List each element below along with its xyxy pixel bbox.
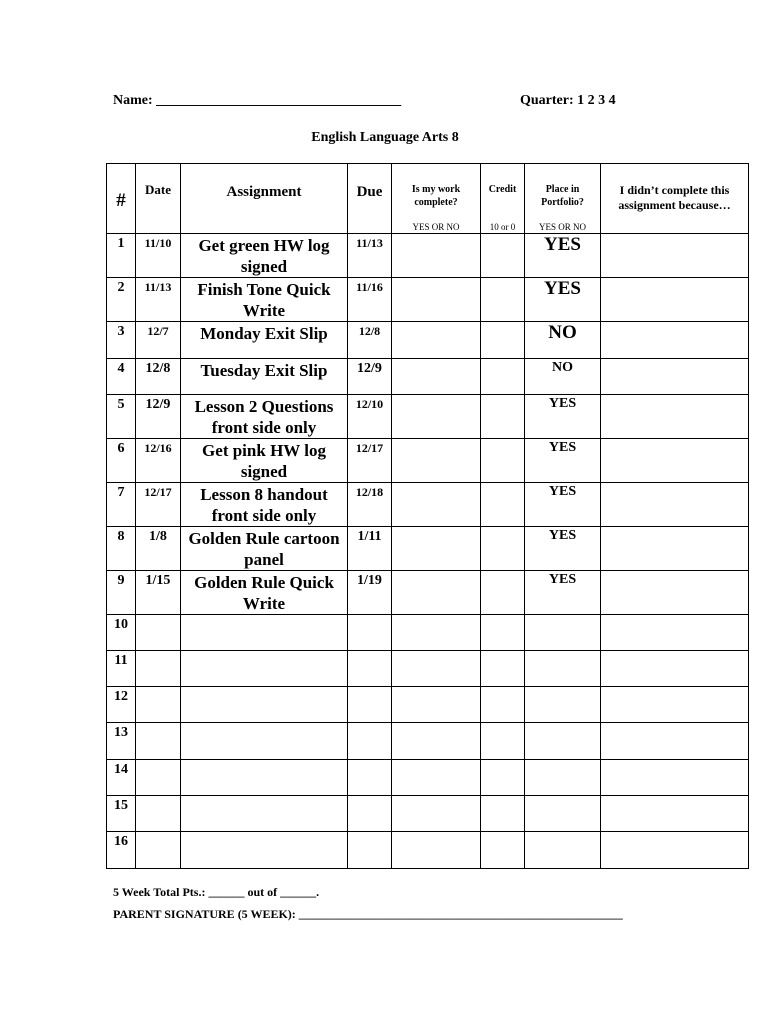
row-number: 1 bbox=[107, 234, 136, 278]
date-cell bbox=[136, 615, 181, 651]
reason-cell bbox=[601, 322, 749, 359]
table-row bbox=[107, 527, 749, 571]
reason-cell bbox=[601, 651, 749, 687]
table-row bbox=[107, 796, 749, 832]
complete-cell bbox=[392, 439, 481, 483]
portfolio-cell bbox=[525, 723, 601, 760]
row-number: 16 bbox=[107, 832, 136, 869]
credit-cell bbox=[481, 760, 525, 796]
complete-cell bbox=[392, 651, 481, 687]
table-row bbox=[107, 359, 749, 395]
row-number: 15 bbox=[107, 796, 136, 832]
assignment-cell bbox=[181, 615, 348, 651]
due-cell: 12/18 bbox=[348, 483, 392, 527]
table-row bbox=[107, 439, 749, 483]
date-cell: 12/8 bbox=[136, 359, 181, 395]
total-points-line: 5 Week Total Pts.: ______ out of ______. bbox=[113, 885, 320, 899]
reason-cell bbox=[601, 723, 749, 760]
complete-cell bbox=[392, 796, 481, 832]
row-number: 3 bbox=[107, 322, 136, 359]
portfolio-cell: NO bbox=[525, 322, 601, 359]
row-number: 13 bbox=[107, 723, 136, 760]
col-header-credit bbox=[481, 164, 525, 234]
credit-cell bbox=[481, 651, 525, 687]
reason-cell bbox=[601, 832, 749, 869]
table-row bbox=[107, 687, 749, 723]
complete-cell bbox=[392, 322, 481, 359]
parent-signature-line: PARENT SIGNATURE (5 WEEK): ______________________________________________________ bbox=[113, 907, 623, 921]
reason-cell bbox=[601, 359, 749, 395]
assignment-cell: Lesson 8 handout front side only bbox=[181, 483, 348, 527]
portfolio-cell: YES bbox=[525, 395, 601, 439]
row-number: 11 bbox=[107, 651, 136, 687]
reason-cell bbox=[601, 527, 749, 571]
table-row bbox=[107, 395, 749, 439]
date-cell bbox=[136, 651, 181, 687]
complete-cell bbox=[392, 687, 481, 723]
table-row bbox=[107, 278, 749, 322]
portfolio-cell: YES bbox=[525, 439, 601, 483]
assignment-cell: Golden Rule Quick Write bbox=[181, 571, 348, 615]
row-number: 14 bbox=[107, 760, 136, 796]
assignment-cell bbox=[181, 687, 348, 723]
assignment-cell: Get pink HW log signed bbox=[181, 439, 348, 483]
complete-cell bbox=[392, 760, 481, 796]
assignment-log-table bbox=[106, 163, 749, 869]
assignment-cell bbox=[181, 832, 348, 869]
portfolio-cell bbox=[525, 651, 601, 687]
col-header-portfolio-sub: YES OR NO bbox=[538, 222, 586, 232]
due-cell: 12/8 bbox=[348, 322, 392, 359]
row-number: 9 bbox=[107, 571, 136, 615]
table-row bbox=[107, 322, 749, 359]
credit-cell bbox=[481, 483, 525, 527]
reason-cell bbox=[601, 234, 749, 278]
due-cell bbox=[348, 832, 392, 869]
row-number: 5 bbox=[107, 395, 136, 439]
reason-cell bbox=[601, 483, 749, 527]
complete-cell bbox=[392, 395, 481, 439]
due-cell bbox=[348, 723, 392, 760]
col-header-complete-label: Is my work complete? bbox=[411, 184, 461, 208]
date-cell bbox=[136, 832, 181, 869]
row-number: 2 bbox=[107, 278, 136, 322]
page-title: English Language Arts 8 bbox=[311, 130, 459, 145]
complete-cell bbox=[392, 234, 481, 278]
due-cell: 12/9 bbox=[348, 359, 392, 395]
quarter-label: Quarter: 1 2 3 4 bbox=[520, 93, 616, 108]
col-header-date: Date bbox=[136, 164, 181, 234]
assignment-cell bbox=[181, 723, 348, 760]
date-cell: 11/13 bbox=[136, 278, 181, 322]
due-cell bbox=[348, 760, 392, 796]
reason-cell bbox=[601, 760, 749, 796]
reason-cell bbox=[601, 687, 749, 723]
date-cell bbox=[136, 796, 181, 832]
assignment-cell bbox=[181, 760, 348, 796]
credit-cell bbox=[481, 359, 525, 395]
portfolio-cell: YES bbox=[525, 234, 601, 278]
credit-cell bbox=[481, 615, 525, 651]
portfolio-cell: YES bbox=[525, 527, 601, 571]
date-cell: 12/7 bbox=[136, 322, 181, 359]
reason-cell bbox=[601, 615, 749, 651]
portfolio-cell: YES bbox=[525, 483, 601, 527]
col-header-credit-sub: 10 or 0 bbox=[489, 222, 516, 232]
col-header-complete bbox=[392, 164, 481, 234]
row-number: 4 bbox=[107, 359, 136, 395]
complete-cell bbox=[392, 527, 481, 571]
col-header-portfolio bbox=[525, 164, 601, 234]
credit-cell bbox=[481, 234, 525, 278]
assignment-cell: Tuesday Exit Slip bbox=[181, 359, 348, 395]
portfolio-cell: YES bbox=[525, 278, 601, 322]
table-row bbox=[107, 571, 749, 615]
complete-cell bbox=[392, 832, 481, 869]
due-cell: 12/17 bbox=[348, 439, 392, 483]
credit-cell bbox=[481, 439, 525, 483]
due-cell: 11/16 bbox=[348, 278, 392, 322]
reason-cell bbox=[601, 278, 749, 322]
credit-cell bbox=[481, 687, 525, 723]
due-cell bbox=[348, 796, 392, 832]
date-cell bbox=[136, 687, 181, 723]
date-cell: 12/9 bbox=[136, 395, 181, 439]
due-cell bbox=[348, 615, 392, 651]
table-row bbox=[107, 651, 749, 687]
name-field-label: Name: ___________________________________ bbox=[113, 93, 402, 108]
table-row bbox=[107, 832, 749, 869]
credit-cell bbox=[481, 796, 525, 832]
col-header-assignment: Assignment bbox=[181, 164, 348, 234]
row-number: 10 bbox=[107, 615, 136, 651]
due-cell bbox=[348, 651, 392, 687]
due-cell bbox=[348, 687, 392, 723]
due-cell: 1/19 bbox=[348, 571, 392, 615]
due-cell: 12/10 bbox=[348, 395, 392, 439]
col-header-reason: I didn’t complete this assignment because… bbox=[601, 164, 749, 234]
reason-cell bbox=[601, 395, 749, 439]
table-row bbox=[107, 723, 749, 760]
assignment-cell bbox=[181, 651, 348, 687]
credit-cell bbox=[481, 571, 525, 615]
date-cell: 12/16 bbox=[136, 439, 181, 483]
assignment-cell: Golden Rule cartoon panel bbox=[181, 527, 348, 571]
due-cell: 1/11 bbox=[348, 527, 392, 571]
assignment-cell: Get green HW log signed bbox=[181, 234, 348, 278]
portfolio-cell: YES bbox=[525, 571, 601, 615]
complete-cell bbox=[392, 615, 481, 651]
reason-cell bbox=[601, 571, 749, 615]
complete-cell bbox=[392, 723, 481, 760]
portfolio-cell bbox=[525, 796, 601, 832]
col-header-complete-sub: YES OR NO bbox=[412, 222, 460, 232]
col-header-credit-label: Credit bbox=[488, 184, 517, 195]
portfolio-cell bbox=[525, 760, 601, 796]
col-header-number: # bbox=[107, 164, 136, 234]
date-cell bbox=[136, 760, 181, 796]
row-number: 7 bbox=[107, 483, 136, 527]
assignment-cell: Lesson 2 Questions front side only bbox=[181, 395, 348, 439]
portfolio-cell bbox=[525, 687, 601, 723]
date-cell: 11/10 bbox=[136, 234, 181, 278]
due-cell: 11/13 bbox=[348, 234, 392, 278]
reason-cell bbox=[601, 439, 749, 483]
credit-cell bbox=[481, 723, 525, 760]
reason-cell bbox=[601, 796, 749, 832]
col-header-portfolio-label: Place in Portfolio? bbox=[541, 184, 584, 208]
date-cell: 1/8 bbox=[136, 527, 181, 571]
header-row bbox=[107, 164, 749, 234]
row-number: 12 bbox=[107, 687, 136, 723]
credit-cell bbox=[481, 395, 525, 439]
credit-cell bbox=[481, 832, 525, 869]
credit-cell bbox=[481, 527, 525, 571]
complete-cell bbox=[392, 359, 481, 395]
complete-cell bbox=[392, 571, 481, 615]
table-row bbox=[107, 234, 749, 278]
assignment-cell bbox=[181, 796, 348, 832]
assignment-cell: Finish Tone Quick Write bbox=[181, 278, 348, 322]
date-cell: 12/17 bbox=[136, 483, 181, 527]
col-header-due: Due bbox=[348, 164, 392, 234]
complete-cell bbox=[392, 278, 481, 322]
row-number: 8 bbox=[107, 527, 136, 571]
table-row bbox=[107, 483, 749, 527]
table-row bbox=[107, 615, 749, 651]
date-cell bbox=[136, 723, 181, 760]
portfolio-cell bbox=[525, 615, 601, 651]
table-row bbox=[107, 760, 749, 796]
credit-cell bbox=[481, 322, 525, 359]
portfolio-cell: NO bbox=[525, 359, 601, 395]
complete-cell bbox=[392, 483, 481, 527]
row-number: 6 bbox=[107, 439, 136, 483]
assignment-cell: Monday Exit Slip bbox=[181, 322, 348, 359]
credit-cell bbox=[481, 278, 525, 322]
date-cell: 1/15 bbox=[136, 571, 181, 615]
portfolio-cell bbox=[525, 832, 601, 869]
